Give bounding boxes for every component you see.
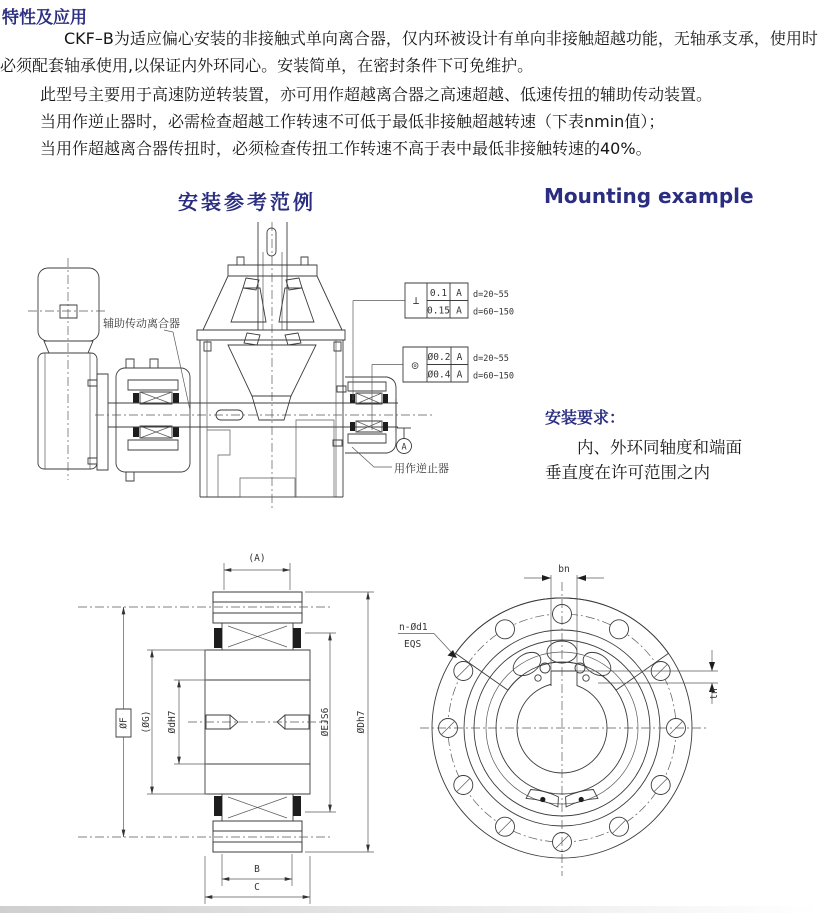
range-note: d=60~150 bbox=[473, 307, 514, 318]
tolerance-value: 0.15 bbox=[427, 305, 450, 317]
requirements-line-1: 内、外环同轴度和端面 bbox=[577, 438, 742, 457]
dim-label-b: B bbox=[254, 864, 260, 875]
tolerance-datum: A bbox=[456, 369, 463, 381]
dim-label-e: ØEJS6 bbox=[320, 707, 331, 737]
datum-symbol bbox=[397, 428, 412, 454]
range-note: d=20~55 bbox=[473, 290, 509, 300]
section-heading-en: Mounting example bbox=[544, 184, 754, 208]
dim-f bbox=[116, 607, 131, 837]
section-heading-cn: 安装参考范例 bbox=[178, 190, 316, 214]
requirements-line-2: 垂直度在许可范围之内 bbox=[545, 463, 710, 482]
intro-paragraph: CKF–B为适应偏心安装的非接触式单向离合器，仅内环被设计有单向非接触超越功能，无轴承支承，使用时必须配套轴承使用,以保证内外环同心。安装简单，在密封条件下可免维护。 bbox=[0, 29, 818, 75]
requirements-title: 安装要求： bbox=[545, 408, 626, 427]
dim-label-a: (A) bbox=[248, 553, 266, 564]
adapter-plate bbox=[88, 374, 108, 470]
gearbox bbox=[197, 222, 345, 508]
tolerance-frame-concentricity bbox=[372, 347, 514, 430]
perpendicularity-icon: ⊥ bbox=[412, 294, 420, 307]
aux-clutch bbox=[116, 359, 190, 481]
tolerance-value: Ø0.2 bbox=[427, 352, 451, 363]
backstop-paragraph: 当用作逆止器时，必需检查超越工作转速不可低于最低非接触超越转速（下表nmin值）； bbox=[40, 112, 665, 131]
motor bbox=[28, 258, 108, 480]
overrun-paragraph: 当用作超越离合器传扭时，必须检查传扭工作转速不高于表中最低非接触转速的40%。 bbox=[40, 139, 652, 158]
dim-label-D: ØDh7 bbox=[356, 710, 367, 734]
bolt-holes-note bbox=[398, 622, 457, 658]
footer-gradient-bar bbox=[0, 906, 820, 913]
keyway-depth-label: tn bbox=[709, 688, 720, 700]
dim-label-f: ØF bbox=[118, 717, 130, 729]
bolt-note-line1: n-Ød1 bbox=[399, 622, 428, 633]
dim-label-d: ØdH7 bbox=[167, 710, 178, 734]
aux-clutch-label: 辅助传动离合器 bbox=[103, 317, 180, 330]
range-note: d=60~150 bbox=[473, 371, 514, 382]
cross-section-drawing bbox=[78, 553, 374, 904]
backstop-label: 用作逆止器 bbox=[394, 462, 449, 475]
dim-label-g: (ØG) bbox=[141, 710, 152, 734]
mounting-example-drawing bbox=[28, 222, 514, 508]
page-title: 特性及应用 bbox=[2, 8, 87, 28]
tolerance-value: Ø0.4 bbox=[427, 369, 451, 381]
main-shaft bbox=[95, 403, 432, 427]
tolerance-value: 0.1 bbox=[429, 288, 448, 299]
tolerance-datum: A bbox=[456, 305, 462, 317]
tolerance-datum: A bbox=[456, 288, 462, 299]
keyway-width-label: bn bbox=[558, 564, 570, 575]
tolerance-datum: A bbox=[456, 352, 463, 363]
front-view-drawing bbox=[398, 564, 720, 876]
keyway bbox=[551, 671, 577, 686]
dim-a bbox=[224, 553, 290, 590]
range-note: d=20~55 bbox=[473, 354, 509, 364]
usage-paragraph: 此型号主要用于高速防逆转装置，亦可用作超越离合器之高速超越、低速传扭的辅助传动装置。 bbox=[40, 85, 713, 104]
dim-label-c: C bbox=[254, 882, 260, 893]
bolt-note-line2: EQS bbox=[404, 639, 422, 650]
concentricity-icon: ◎ bbox=[411, 358, 419, 372]
datum-letter: A bbox=[401, 442, 407, 453]
